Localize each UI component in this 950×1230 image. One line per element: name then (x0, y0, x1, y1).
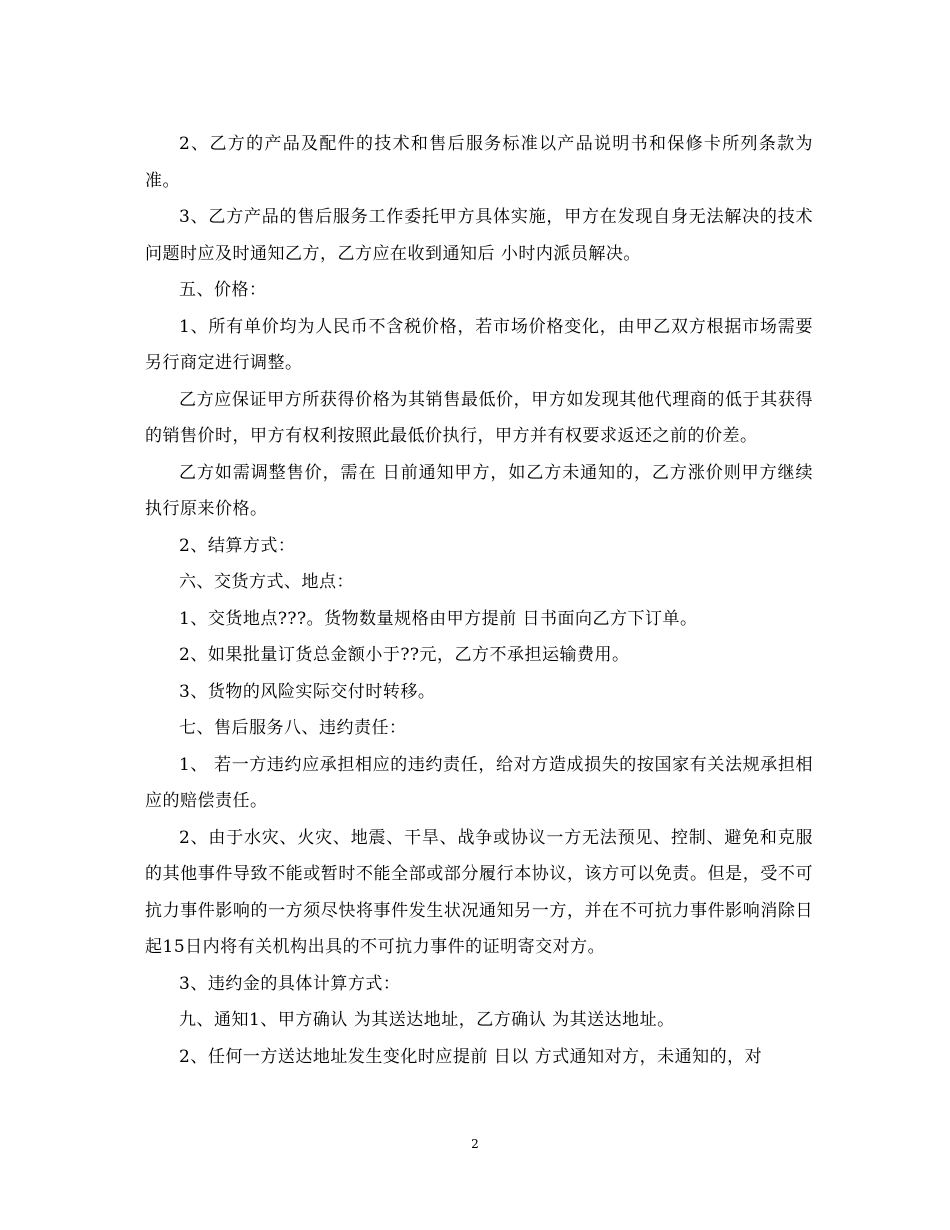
paragraph: 3、乙方产品的售后服务工作委托甲方具体实施，甲方在发现自身无法解决的技术问题时应及时通知乙方，乙方应在收到通知后 小时内派员解决。 (145, 207, 813, 264)
paragraph: 2、乙方的产品及配件的技术和售后服务标准以产品说明书和保修卡所列条款为准。 (145, 134, 813, 191)
paragraph: 乙方如需调整售价，需在 日前通知甲方，如乙方未通知的，乙方涨价则甲方继续执行原来价格。 (145, 462, 813, 519)
section-heading-price: 五、价格： (179, 280, 267, 300)
paragraph: 2、如果批量订货总金额小于??元，乙方不承担运输费用。 (179, 645, 630, 665)
section-heading-delivery: 六、交货方式、地点： (179, 572, 354, 592)
section-heading-notice: 九、通知1、甲方确认 为其送达地址，乙方确认 为其送达地址。 (179, 1010, 675, 1030)
paragraph: 2、结算方式： (179, 535, 296, 556)
paragraph: 1、 若一方违约应承担相应的违约责任，给对方造成损失的按国家有关法规承担相应的赔偿责任。 (145, 754, 813, 811)
paragraph: 3、违约金的具体计算方式： (179, 973, 401, 994)
paragraph: 1、所有单价均为人民币不含税价格，若市场价格变化，由甲乙双方根据市场需要另行商定进行调整。 (145, 316, 813, 373)
paragraph: 2、任何一方送达地址发生变化时应提前 日以 方式通知对方，未通知的，对 (179, 1046, 763, 1067)
page-number: 2 (471, 1137, 479, 1151)
section-heading-breach: 七、售后服务八、违约责任： (179, 718, 407, 738)
paragraph: 2、由于水灾、火灾、地震、干旱、战争或协议一方无法预见、控制、避免和克服的其他事件导致不能或暂时不能全部或部分履行本协议，该方可以免责。但是，受不可抗力事件影响的一方须尽快将事件发生状况通知另一方，并在不可抗力事件影响消除日起15日内将有关机构出具的不可抗力事件的证明寄交对方。 (145, 827, 813, 957)
paragraph: 3、货物的风险实际交付时转移。 (179, 681, 436, 702)
paragraph: 乙方应保证甲方所获得价格为其销售最低价，甲方如发现其他代理商的低于其获得的销售价时，甲方有权利按照此最低价执行，甲方并有权要求返还之前的价差。 (145, 389, 813, 446)
paragraph: 1、交货地点???。货物数量规格由甲方提前 日书面向乙方下订单。 (179, 608, 698, 629)
document-body (145, 126, 813, 1075)
